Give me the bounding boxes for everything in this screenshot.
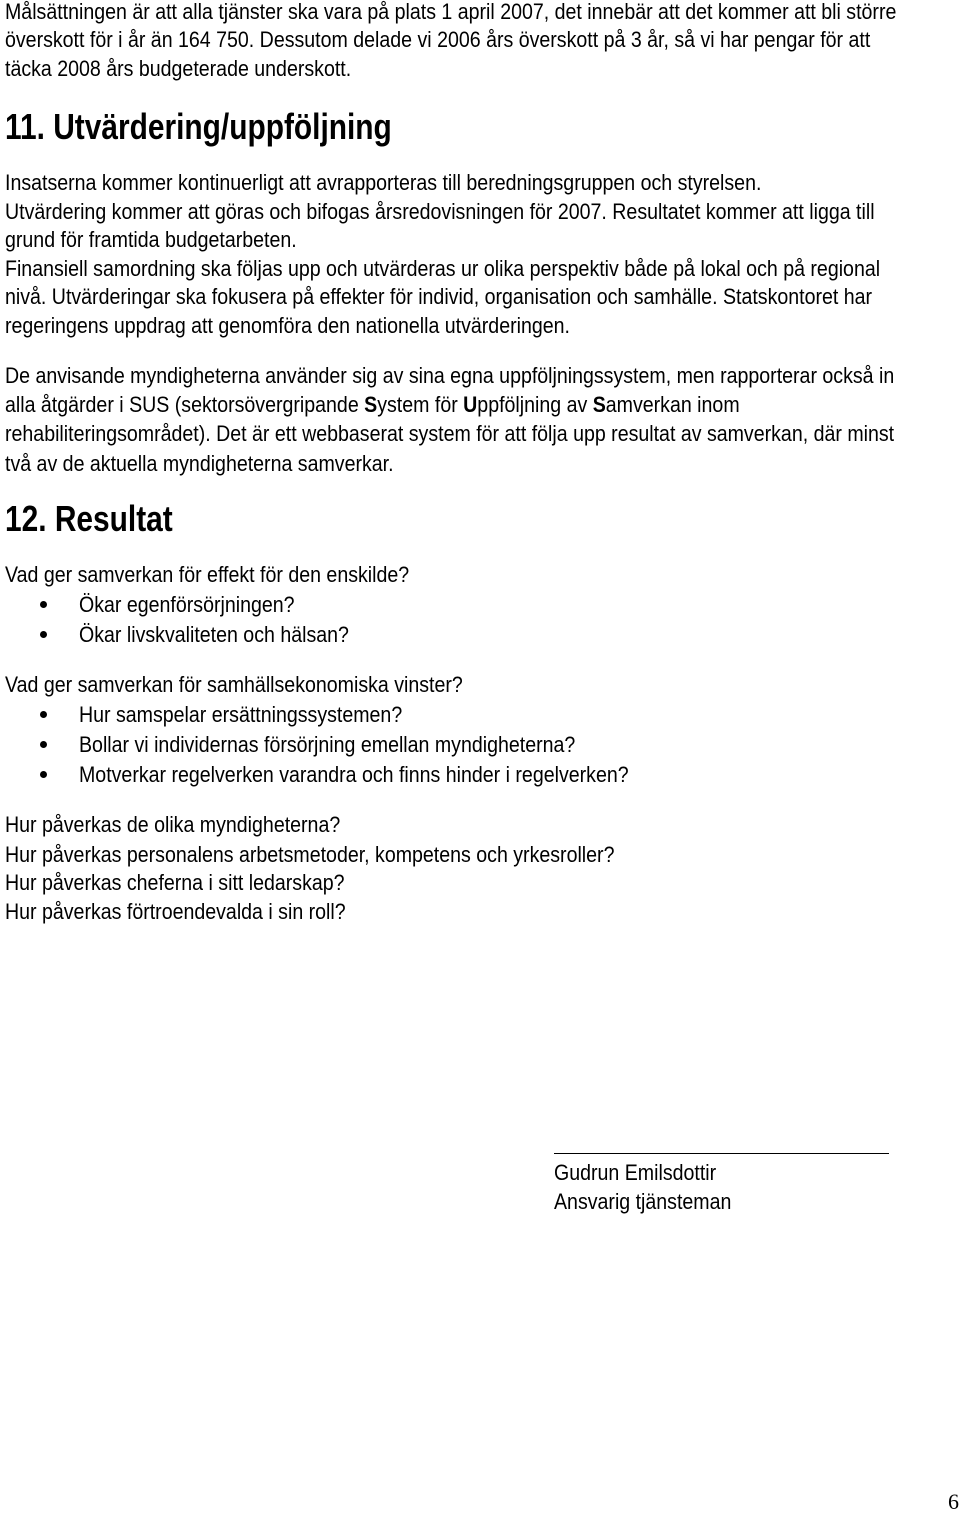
question: Hur påverkas de olika myndigheterna? <box>5 812 341 837</box>
signature-name: Gudrun Emilsdottir <box>554 1160 717 1185</box>
question: Hur påverkas personalens arbetsmetoder, kompetens och yrkesroller? <box>5 842 615 867</box>
question: Vad ger samverkan för samhällsekonomiska vinster? <box>5 672 463 697</box>
bullet-icon <box>40 631 47 638</box>
intro-line: täcka 2008 års budgeterade underskott. <box>5 56 352 81</box>
intro-line: Målsättningen är att alla tjänster ska vara på plats 1 april 2007, det innebär att det kommer att bli större <box>5 0 897 24</box>
paragraph-line: Insatserna kommer kontinuerligt att avrapporteras till beredningsgruppen och styrelsen. <box>5 170 762 195</box>
paragraph-line: regeringens uppdrag att genomföra den nationella utvärderingen. <box>5 313 570 338</box>
question: Hur påverkas cheferna i sitt ledarskap? <box>5 870 345 895</box>
list-item: Bollar vi individernas försörjning emellan myndigheterna? <box>79 732 576 757</box>
bullet-icon <box>40 711 47 718</box>
section-heading-11: 11. Utvärdering/uppföljning <box>5 106 392 147</box>
paragraph-line: nivå. Utvärderingar ska fokusera på effekter för individ, organisation och samhälle. Statskontoret har <box>5 284 873 309</box>
intro-line: överskott för i år än 164 750. Dessutom delade vi 2006 års överskott på 3 år, så vi har pengar för att <box>5 27 871 52</box>
list-item: Hur samspelar ersättningssystemen? <box>79 702 403 727</box>
paragraph-line: Utvärdering kommer att göras och bifogas årsredovisningen för 2007. Resultatet kommer att ligga till <box>5 199 875 224</box>
bullet-icon <box>40 601 47 608</box>
signature-title: Ansvarig tjänsteman <box>554 1189 732 1214</box>
list-item: Ökar livskvaliteten och hälsan? <box>79 622 349 647</box>
paragraph-line: grund för framtida budgetarbeten. <box>5 227 297 252</box>
list-item: Motverkar regelverken varandra och finns hinder i regelverken? <box>79 762 629 787</box>
question: Vad ger samverkan för effekt för den enskilde? <box>5 562 410 587</box>
signature-line <box>554 1153 889 1154</box>
paragraph-line: rehabiliteringsområdet). Det är ett webbaserat system för att följa upp resultat av samverkan, där minst <box>5 421 895 446</box>
page-number: 6 <box>948 1489 959 1514</box>
question: Hur påverkas förtroendevalda i sin roll? <box>5 899 346 924</box>
paragraph-line: två av de aktuella myndigheterna samverkar. <box>5 451 394 476</box>
paragraph-line: Finansiell samordning ska följas upp och utvärderas ur olika perspektiv både på lokal och på regional <box>5 256 881 281</box>
section-heading-12: 12. Resultat <box>5 498 173 539</box>
bullet-icon <box>40 741 47 748</box>
paragraph-line: De anvisande myndigheterna använder sig av sina egna uppföljningssystem, men rapporterar också in <box>5 363 895 388</box>
paragraph-line-sus: alla åtgärder i SUS (sektorsövergripande System för Uppföljning av Samverkan inom <box>5 392 740 417</box>
list-item: Ökar egenförsörjningen? <box>79 592 295 617</box>
bullet-icon <box>40 771 47 778</box>
